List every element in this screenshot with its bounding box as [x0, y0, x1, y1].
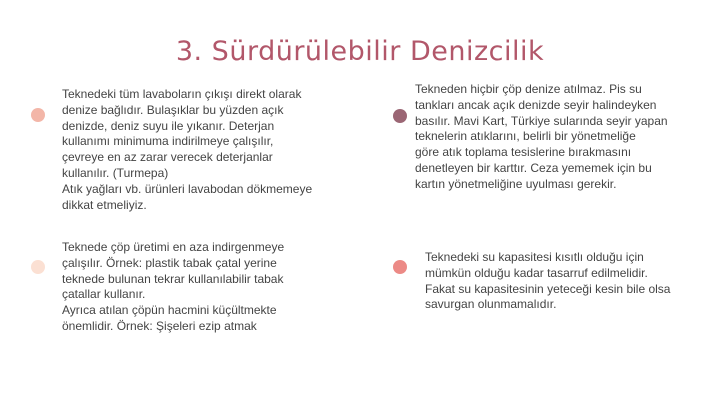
bullet-dot: [31, 108, 45, 122]
bullet-text: Teknedeki tüm lavaboların çıkışı direkt olarak denize bağlıdır. Bulaşıklar bu yüzden açık denizde, deniz suyu ile yıkanır. Deterjan kullanımı minimuma indirilmeye çalışılır, çevreye en az zarar verecek deterjanlar kullanılır. (Turmepa) Atık yağları vb. ürünleri lavabodan dökmemeye dikkat etmeliyiz.: [62, 87, 313, 212]
bottom-fade-overlay: [0, 343, 720, 405]
bullet-dot: [31, 260, 45, 274]
bullet-dot: [393, 109, 407, 123]
bullet-text: Teknedeki su kapasitesi kısıtlı olduğu için mümkün olduğu kadar tasarruf edilmelidir. Fakat su kapasitesinin yeteceği kesin bile olsa savurgan olunmamalıdır.: [425, 250, 671, 312]
bullet-text: Teknede çöp üretimi en aza indirgenmeye çalışılır. Örnek: plastik tabak çatal yerine teknede bulunan tekrar kullanılabilir tabak çatallar kullanır. Ayrıca atılan çöpün hacmini küçültmekte önemlidir. Örnek: Şişeleri ezip atmak: [62, 240, 285, 333]
bullet-text: Tekneden hiçbir çöp denize atılmaz. Pis su tankları ancak açık denizde seyir halindeyken basılır. Mavi Kart, Türkiye sularında seyir yapan teknelerin atıklarını, belirli bir yönetmeliğe göre atık toplama tesislerine bırakmasını denetleyen bir karttır. Ceza yememek için bu kartın yönetmeliğine uyulması gerekir.: [415, 82, 668, 191]
slide-title: 3. Sürdürülebilir Denizcilik: [175, 36, 545, 67]
bullet-dot: [393, 260, 407, 274]
